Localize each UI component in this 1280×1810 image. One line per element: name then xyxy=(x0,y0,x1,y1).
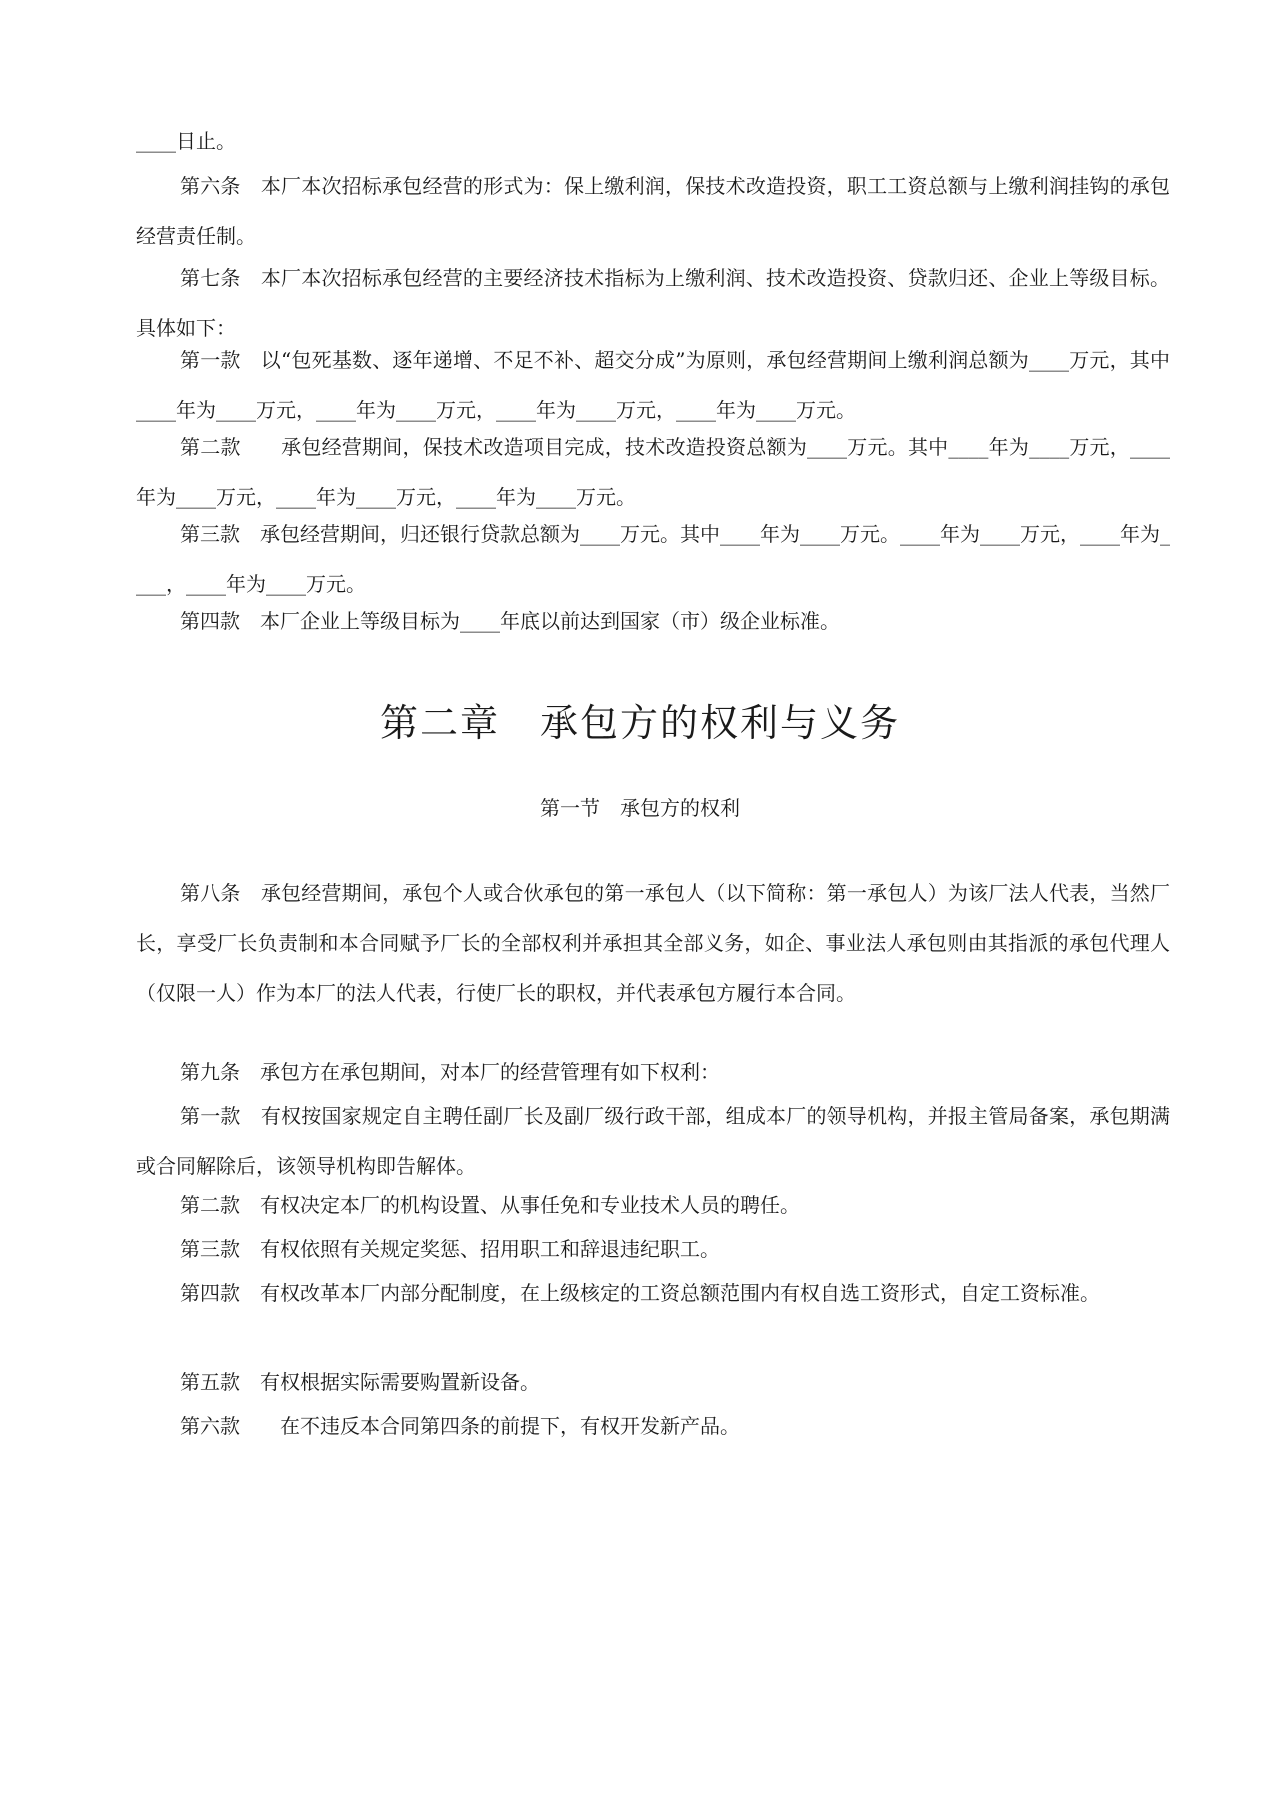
article-7: 第七条 本厂本次招标承包经营的主要经济技术指标为上缴利润、技术改造投资、贷款归还、企业上等级目标。具体如下： xyxy=(136,266,1170,340)
article-6: 第六条 本厂本次招标承包经营的形式为：保上缴利润，保技术改造投资，职工工资总额与上缴利润挂钩的承包经营责任制。 xyxy=(136,174,1170,248)
article-9-clause-3: 第三款 有权依照有关规定奖惩、招用职工和辞退违纪职工。 xyxy=(180,1237,720,1261)
article-9: 第九条 承包方在承包期间，对本厂的经营管理有如下权利： xyxy=(180,1060,720,1084)
paragraph-date-end: ____日止。 xyxy=(136,129,236,153)
article-7-clause-4: 第四款 本厂企业上等级目标为____年底以前达到国家（市）级企业标准。 xyxy=(180,609,840,633)
article-9-clause-6: 第六款 在不违反本合同第四条的前提下，有权开发新产品。 xyxy=(180,1414,740,1438)
section-title: 第一节 承包方的权利 xyxy=(540,796,740,820)
article-9-clause-5: 第五款 有权根据实际需要购置新设备。 xyxy=(180,1370,540,1394)
article-9-clause-2: 第二款 有权决定本厂的机构设置、从事任免和专业技术人员的聘任。 xyxy=(180,1193,800,1217)
article-7-clause-1: 第一款 以“包死基数、逐年递增、不足不补、超交分成”为原则，承包经营期间上缴利润总额为____万元，其中____年为____万元，____年为____万元，____年为____万元，____年为____万元。 xyxy=(136,348,1170,422)
article-7-clause-3: 第三款 承包经营期间，归还银行贷款总额为____万元。其中____年为____万元。____年为____万元，____年为____，____年为____万元。 xyxy=(136,522,1170,596)
article-9-clause-4: 第四款 有权改革本厂内部分配制度，在上级核定的工资总额范围内有权自选工资形式，自定工资标准。 xyxy=(180,1281,1100,1305)
chapter-title: 第二章 承包方的权利与义务 xyxy=(379,701,900,745)
article-8: 第八条 承包经营期间，承包个人或合伙承包的第一承包人（以下简称：第一承包人）为该厂法人代表，当然厂长，享受厂长负责制和本合同赋予厂长的全部权利并承担其全部义务，如企、事业法人承包则由其指派的承包代理人（仅限一人）作为本厂的法人代表，行使厂长的职权，并代表承包方履行本合同。 xyxy=(136,881,1170,1005)
article-9-clause-1: 第一款 有权按国家规定自主聘任副厂长及副厂级行政干部，组成本厂的领导机构，并报主管局备案，承包期满或合同解除后，该领导机构即告解体。 xyxy=(136,1104,1170,1178)
article-7-clause-2: 第二款 承包经营期间，保技术改造项目完成，技术改造投资总额为____万元。其中____年为____万元，____年为____万元，____年为____万元，____年为____万元。 xyxy=(136,435,1170,509)
